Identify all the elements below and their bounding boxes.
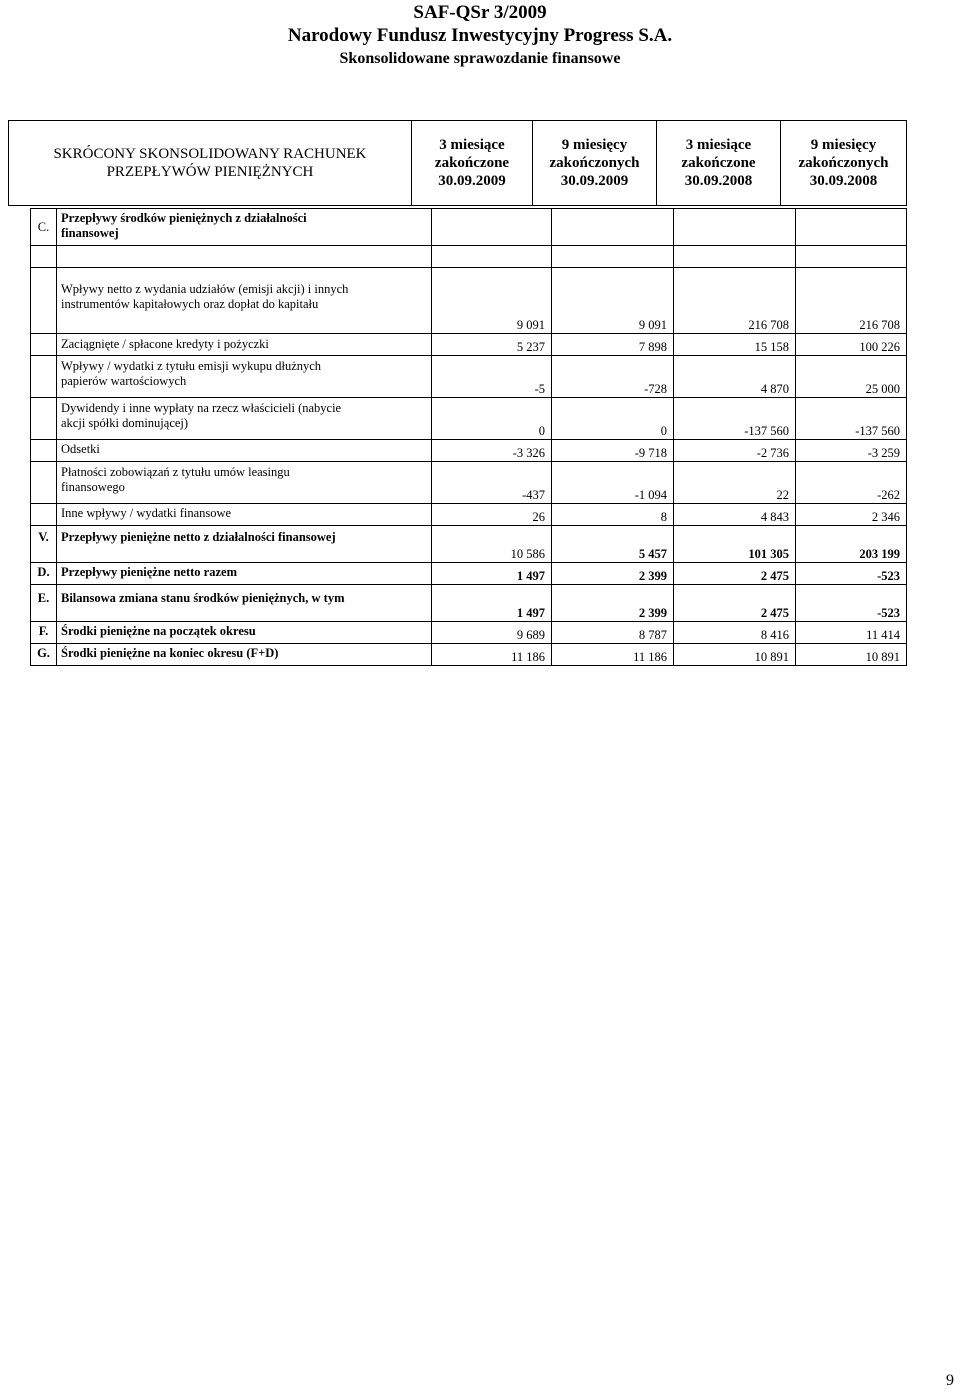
company-name: Narodowy Fundusz Inwestycyjny Progress S.A. (287, 25, 673, 46)
table-row (31, 398, 907, 440)
cell-value: 7 898 (552, 334, 674, 356)
row-label: Środki pieniężne na początek okresu (57, 622, 432, 644)
cell-value: 26 (432, 504, 552, 526)
cell-value: 10 891 (674, 644, 796, 666)
cell-value: -1 094 (552, 462, 674, 504)
cell-value: 9 689 (432, 622, 552, 644)
row-label: Bilansowa zmiana stanu środków pieniężnych, w tym (57, 585, 432, 622)
header-table (8, 120, 907, 206)
cell-value: 1 497 (432, 563, 552, 585)
empty-row (31, 246, 907, 268)
cell-value: -5 (432, 356, 552, 398)
summary-row (31, 526, 907, 563)
cell-value: 25 000 (796, 356, 907, 398)
cell-value: -3 259 (796, 440, 907, 462)
column-header-9m-2008: 9 miesięcy zakończonych 30.09.2008 (781, 121, 907, 206)
cell-value: 2 399 (552, 563, 674, 585)
column-header-q3-2009: 3 miesiące zakończone 30.09.2009 (412, 121, 533, 206)
cell-value: -9 718 (552, 440, 674, 462)
table-row (31, 268, 907, 334)
cell-value: 11 414 (796, 622, 907, 644)
cell-value: 216 708 (674, 268, 796, 334)
cell-value: 11 186 (432, 644, 552, 666)
row-label: Dywidendy i inne wypłaty na rzecz właścicieli (nabycie akcji spółki dominującej) (57, 398, 432, 440)
cell-value: 15 158 (674, 334, 796, 356)
row-label: Inne wpływy / wydatki finansowe (57, 504, 432, 526)
cell-value: 5 457 (552, 526, 674, 563)
cell-value: 2 475 (674, 585, 796, 622)
row-label: Wpływy / wydatki z tytułu emisji wykupu dłużnych papierów wartościowych (57, 356, 432, 398)
cell-value: 22 (674, 462, 796, 504)
cell-value: 203 199 (796, 526, 907, 563)
row-label: Zaciągnięte / spłacone kredyty i pożyczki (57, 334, 432, 356)
cell-value: 9 091 (552, 268, 674, 334)
cell-value: 8 (552, 504, 674, 526)
table-row (31, 356, 907, 398)
row-label: Przepływy pieniężne netto z działalności finansowej (57, 526, 432, 563)
row-label: Wpływy netto z wydania udziałów (emisji akcji) i innych instrumentów kapitałowych oraz dopłat do kapitału (57, 268, 432, 334)
cash-flow-table (30, 208, 907, 666)
section-row (31, 209, 907, 246)
table-row (31, 334, 907, 356)
summary-row (31, 644, 907, 666)
cell-value: 1 497 (432, 585, 552, 622)
cell-value: 9 091 (432, 268, 552, 334)
cell-value: 216 708 (796, 268, 907, 334)
row-letter: F. (31, 622, 57, 644)
row-letter: D. (31, 563, 57, 585)
cell-value: 2 475 (674, 563, 796, 585)
row-label: Przepływy pieniężne netto razem (57, 563, 432, 585)
cell-value: -137 560 (674, 398, 796, 440)
cell-value: -728 (552, 356, 674, 398)
cell-value: 11 186 (552, 644, 674, 666)
cell-value: 0 (432, 398, 552, 440)
section-label: Przepływy środków pieniężnych z działalności finansowej (57, 209, 432, 246)
column-header-9m-2009: 9 miesięcy zakończonych 30.09.2009 (533, 121, 657, 206)
summary-row (31, 563, 907, 585)
cell-value: 10 586 (432, 526, 552, 563)
cell-value: 5 237 (432, 334, 552, 356)
report-name: Skonsolidowane sprawozdanie finansowe (339, 50, 621, 67)
document-code: SAF-QSr 3/2009 (413, 2, 547, 23)
cell-value: -2 736 (674, 440, 796, 462)
cell-value: -137 560 (796, 398, 907, 440)
summary-row (31, 622, 907, 644)
cell-value: 4 843 (674, 504, 796, 526)
row-letter: V. (31, 526, 57, 563)
table-title: SKRÓCONY SKONSOLIDOWANY RACHUNEK PRZEPŁYWÓW PIENIĘŻNYCH (9, 121, 412, 206)
cell-value: -523 (796, 585, 907, 622)
row-label: Płatności zobowiązań z tytułu umów leasingu finansowego (57, 462, 432, 504)
cell-value: 8 416 (674, 622, 796, 644)
row-label: Środki pieniężne na koniec okresu (F+D) (57, 644, 432, 666)
cell-value: 100 226 (796, 334, 907, 356)
column-header-q3-2008: 3 miesiące zakończone 30.09.2008 (657, 121, 781, 206)
cell-value: -437 (432, 462, 552, 504)
cell-value: 4 870 (674, 356, 796, 398)
cell-value: -262 (796, 462, 907, 504)
cell-value: 8 787 (552, 622, 674, 644)
row-letter: C. (31, 209, 57, 246)
summary-row (31, 585, 907, 622)
cell-value: 2 399 (552, 585, 674, 622)
table-row (31, 440, 907, 462)
cell-value: 10 891 (796, 644, 907, 666)
cell-value: 2 346 (796, 504, 907, 526)
table-row (31, 462, 907, 504)
cell-value: -3 326 (432, 440, 552, 462)
cell-value: 101 305 (674, 526, 796, 563)
row-label: Odsetki (57, 440, 432, 462)
cell-value: -523 (796, 563, 907, 585)
cell-value: 0 (552, 398, 674, 440)
table-row (31, 504, 907, 526)
page-number: 9 (946, 1372, 954, 1389)
row-letter: E. (31, 585, 57, 622)
row-letter: G. (31, 644, 57, 666)
